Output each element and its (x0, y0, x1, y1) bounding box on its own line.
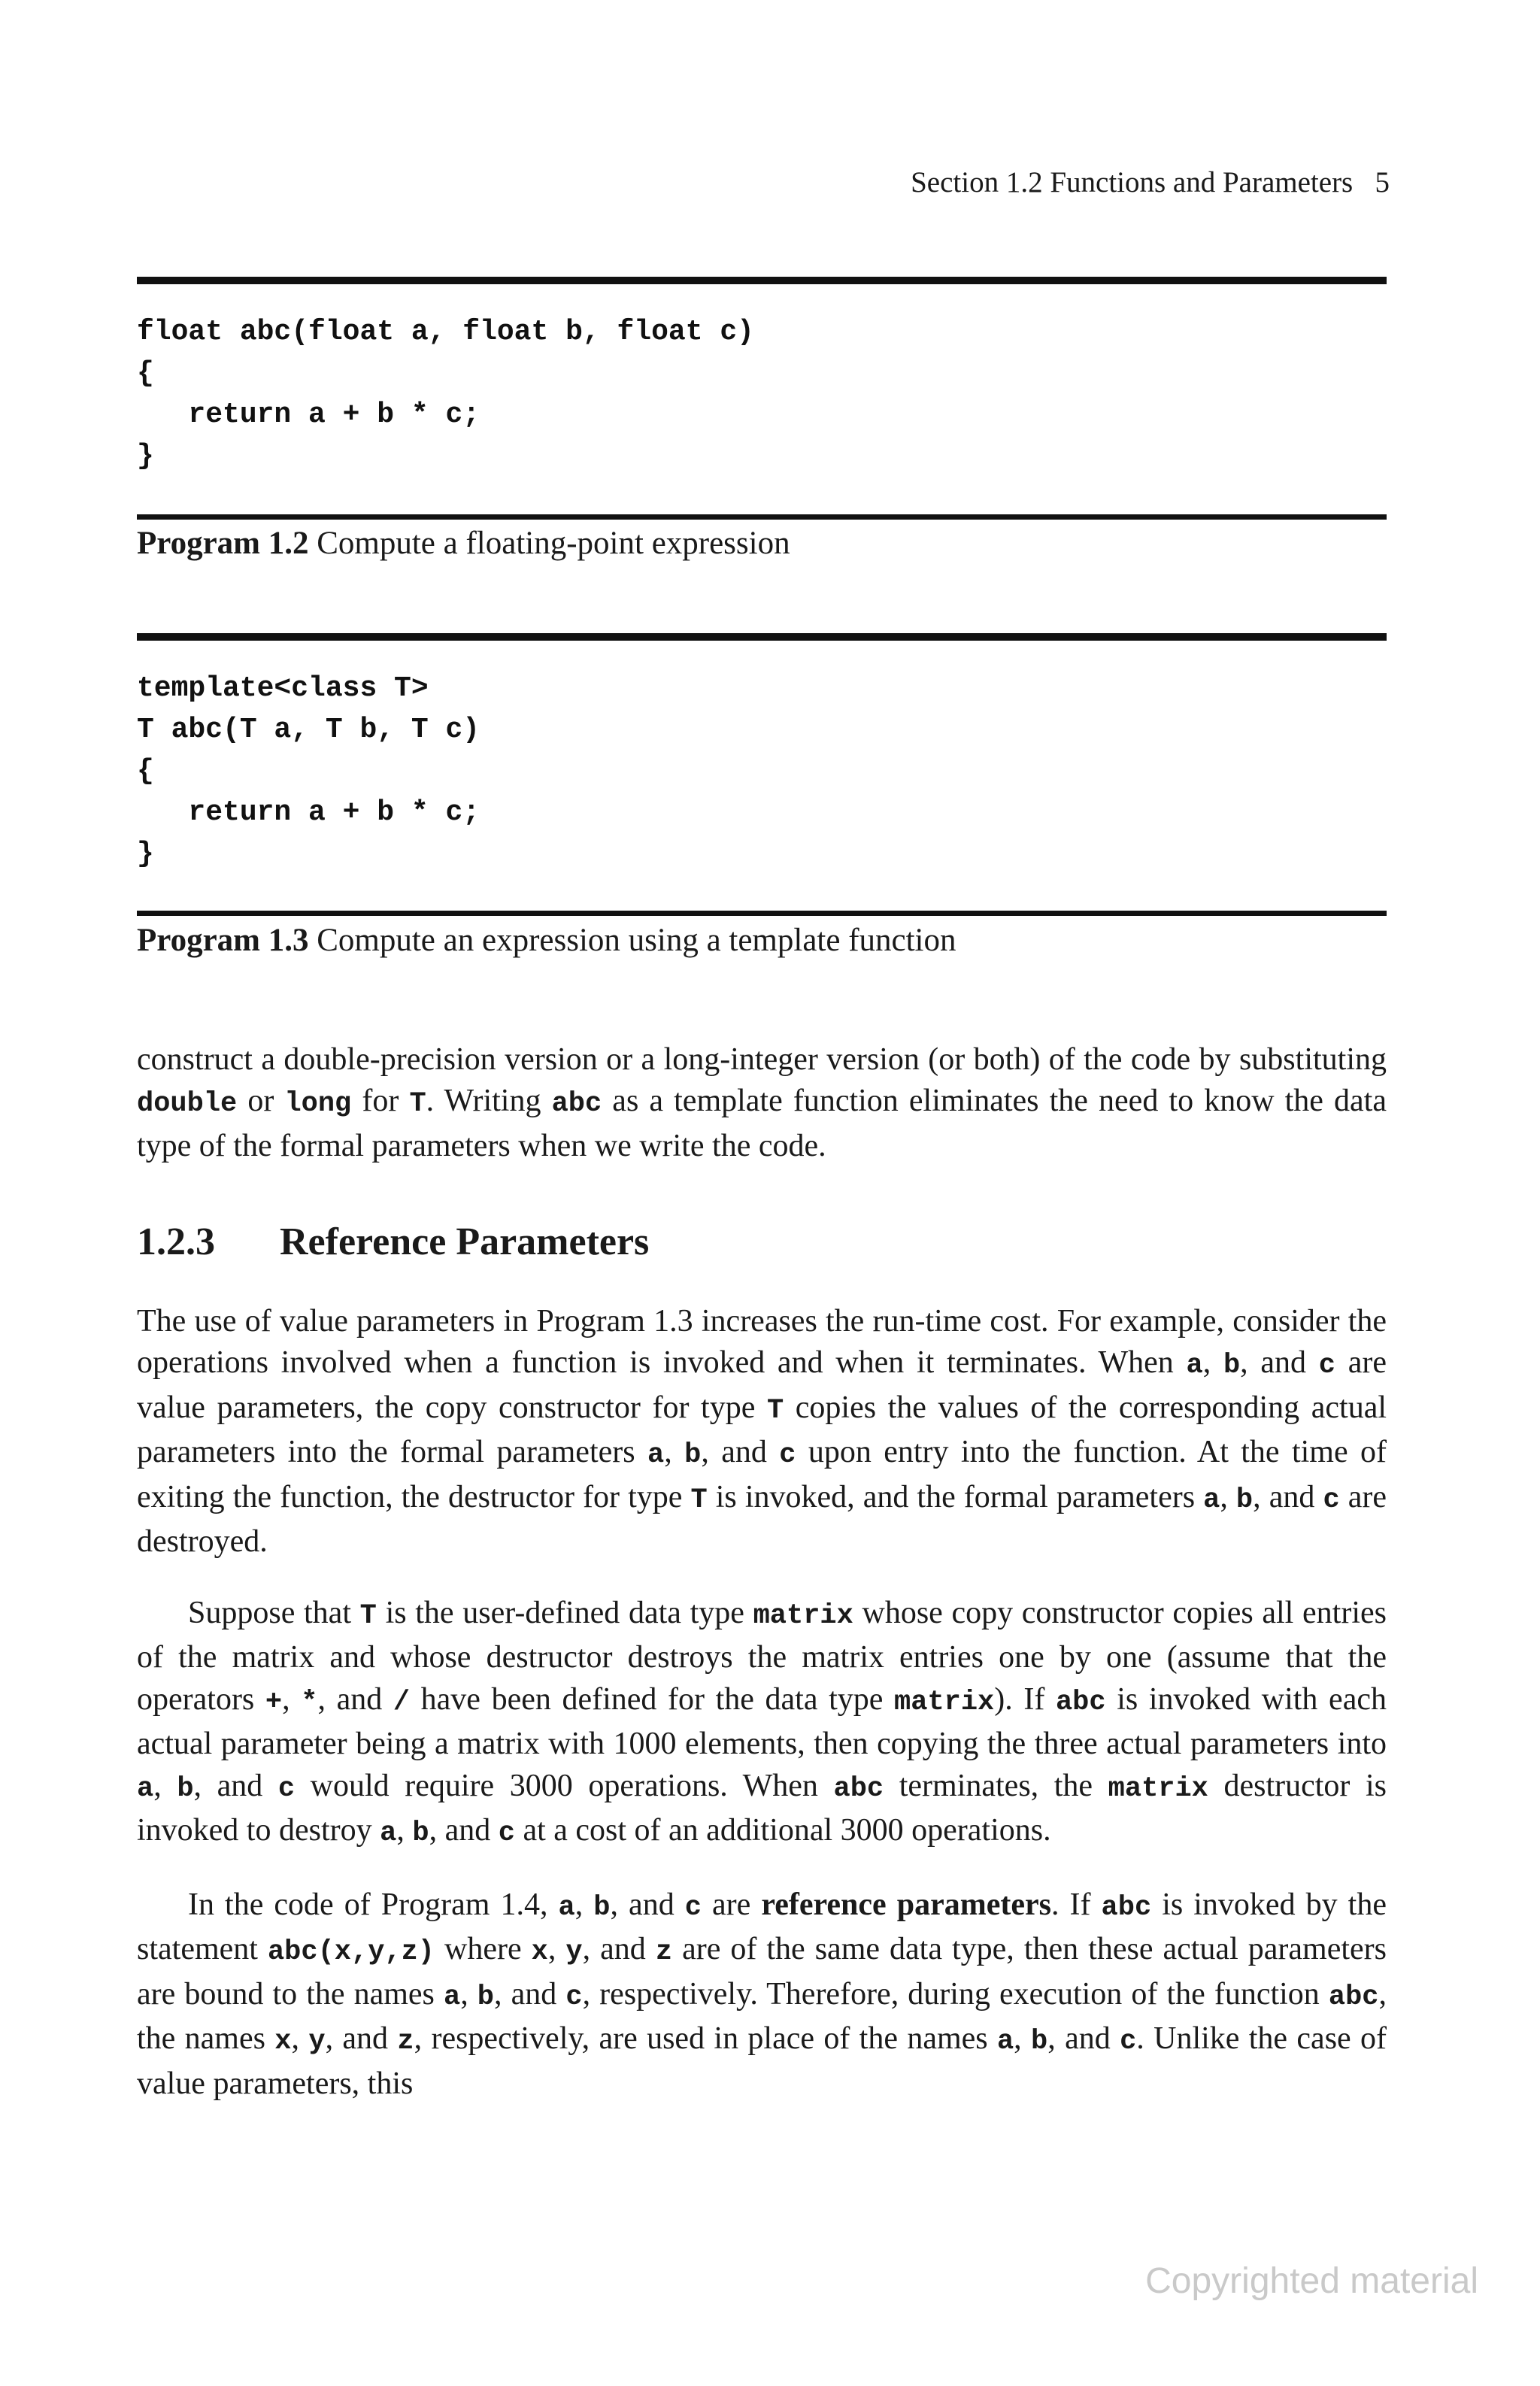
program-1-3-caption (137, 922, 956, 959)
page-number: 5 (1375, 166, 1390, 199)
program-1-3-code: template<class T> T abc(T a, T b, T c) { return a + b * c; } (137, 672, 480, 870)
paragraph-reference-parameters: In the code of Program 1.4, a, b, and c are reference parameters. If abc is invoked by the statement abc(x,y,z) where x, y, and z are of the same data type, then these actual parameters are bound to the names a, b, and c, respectively. Therefore, during execution of the function abc, the names x, y, and z, respectively, are used in place of the names a, b, and c. Unlike the case of value parameters, this (137, 1887, 1387, 2101)
running-header (911, 165, 1390, 199)
running-title: Section 1.2 Functions and Parameters (911, 166, 1354, 199)
program-1-3-bottom-rule (137, 911, 1387, 916)
program-1-2-caption (137, 525, 790, 562)
caption-label: Program 1.2 (137, 526, 309, 561)
caption-text: Compute an expression using a template function (317, 923, 956, 958)
section-title: Reference Parameters (280, 1220, 650, 1263)
section-number: 1.2.3 (137, 1220, 215, 1263)
copyright-watermark: Copyrighted material (1145, 2261, 1478, 2301)
paragraph-value-parameters: The use of value parameters in Program 1.3 increases the run-time cost. For example, consider the operations involved when a function is invoked and when it terminates. When a, b, and c are value parameters, the copy constructor for type T copies the values of the corresponding actual parameters into the formal parameters a, b, and c upon entry into the function. At the time of exiting the function, the destructor for type T is invoked, and the formal parameters a, b, and c are destroyed. (137, 1304, 1387, 1560)
program-1-2-bottom-rule (137, 514, 1387, 520)
caption-label: Program 1.3 (137, 923, 309, 958)
program-1-2-code: float abc(float a, float b, float c) { return a + b * c; } (137, 316, 754, 472)
program-1-3-top-rule (137, 633, 1387, 641)
caption-text: Compute a floating-point expression (317, 526, 790, 561)
paragraph-continuation: construct a double-precision version or a long-integer version (or both) of the code by substituting double or long for T. Writing abc as a template function eliminates the need to know the data type of the formal parameters when we write the code. (137, 1042, 1387, 1163)
section-heading (137, 1220, 649, 1264)
term-reference-parameters: reference parameters (761, 1887, 1051, 1922)
paragraph-matrix-example: Suppose that T is the user-defined data type matrix whose copy constructor copies all entries of the matrix and whose destructor destroys the matrix entries one by one (assume that the operators +, *, and / have been defined for the data type matrix). If abc is invoked with each actual parameter being a matrix with 1000 elements, then copying the three actual parameters into a, b, and c would require 3000 operations. When abc terminates, the matrix destructor is invoked to destroy a, b, and c at a cost of an additional 3000 operations. (137, 1596, 1387, 1850)
program-1-2-top-rule (137, 277, 1387, 284)
